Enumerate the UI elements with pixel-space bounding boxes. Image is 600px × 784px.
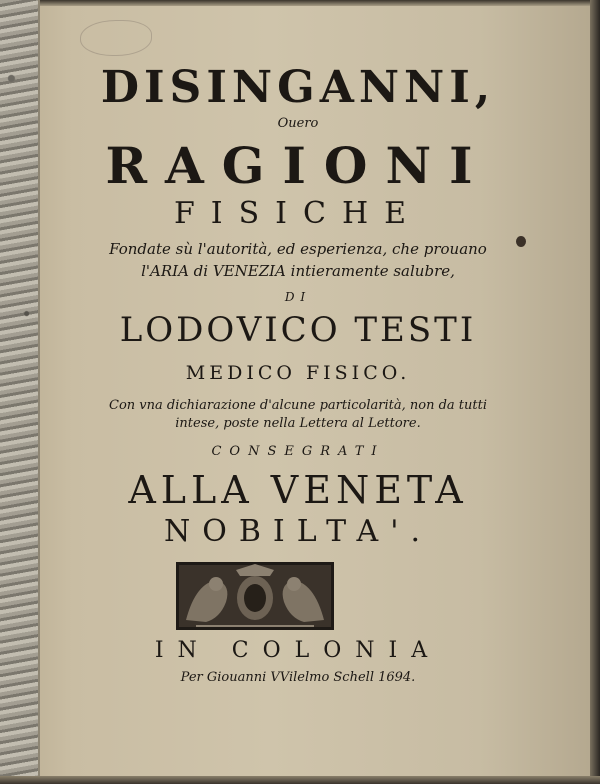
title-fisiche: FISICHE <box>173 196 423 231</box>
subtitle-line-1: Fondate sù l'autorità, ed esperienza, che prouano <box>109 240 487 258</box>
marbled-endpaper <box>0 0 40 784</box>
declaration-line-1: Con vna dichiarazione d'alcune particolarità, non da tutti <box>109 398 487 413</box>
title-disinganni: DISINGANNI, <box>100 62 496 113</box>
dedication-consegrati: CONSEGRATI <box>211 444 385 459</box>
conjunction-ouero: Ouero <box>277 116 319 131</box>
imprint-place: IN COLONIA <box>154 638 442 663</box>
title-ragioni: RAGIONI <box>105 136 491 195</box>
declaration-line-2: intese, poste nella Lettera al Lettore. <box>175 416 421 431</box>
page-right-edge <box>590 0 600 784</box>
page-bottom-edge <box>0 776 600 784</box>
author-name: LODOVICO TESTI <box>119 310 477 350</box>
ink-stain <box>80 20 152 56</box>
subtitle-line-2: l'ARIA di VENEZIA intieramente salubre, <box>141 262 455 280</box>
printers-device-woodcut-icon <box>176 562 334 630</box>
dedication-nobilta: NOBILTA'. <box>163 514 433 549</box>
imprint-printer-date: Per Giouanni VVilelmo Schell 1694. <box>180 670 416 685</box>
dedication-alla-veneta: ALLA VENETA <box>128 468 468 512</box>
page-top-edge <box>0 0 600 6</box>
byline-di: DI <box>284 290 312 304</box>
author-profession: MEDICO FISICO. <box>185 362 411 384</box>
